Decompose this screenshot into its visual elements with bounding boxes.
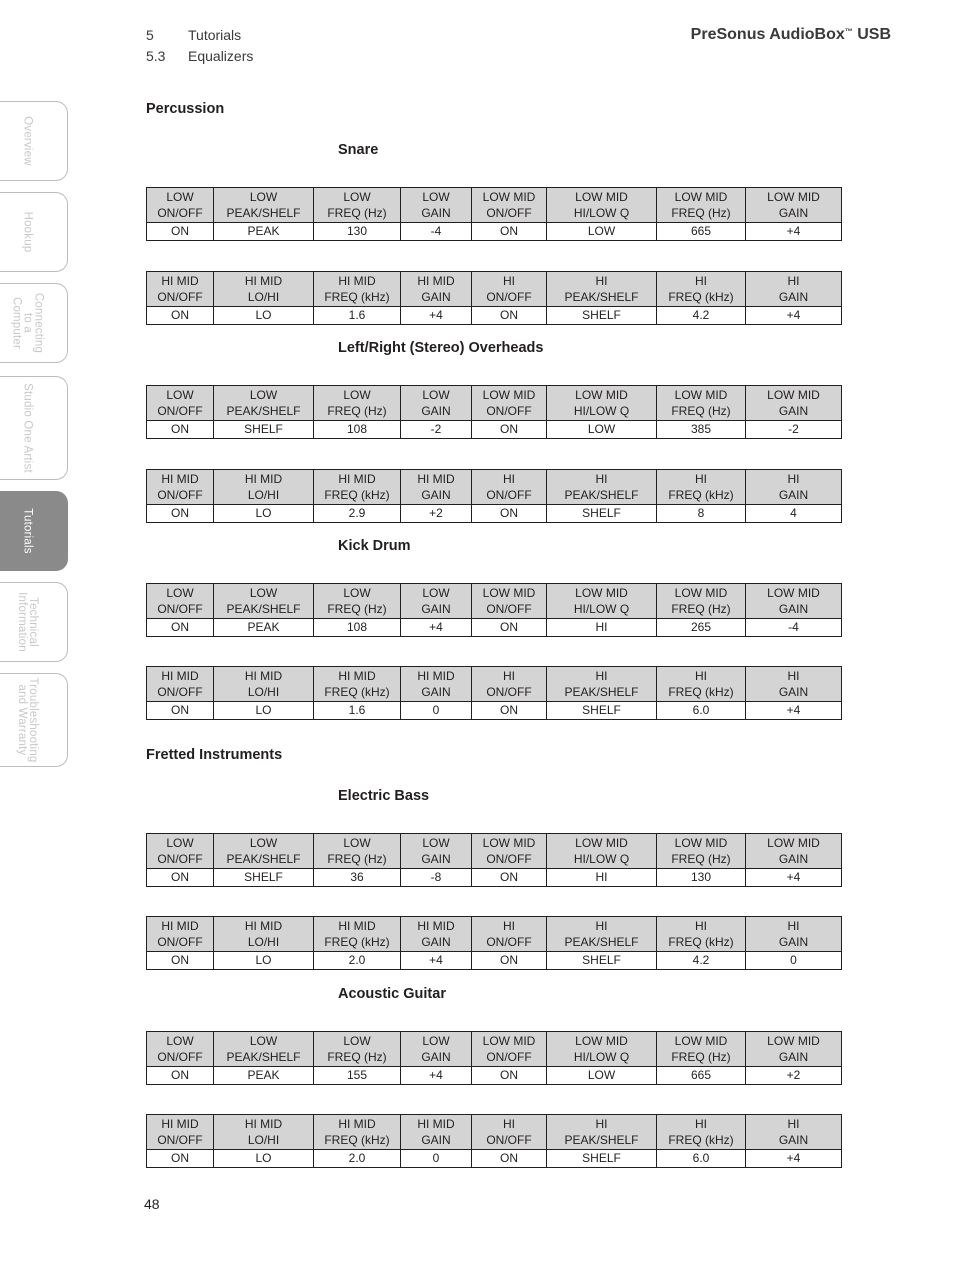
column-header: HI MID FREQ (kHz)	[314, 667, 401, 702]
table-cell: -2	[401, 421, 472, 439]
eq-table-low	[146, 583, 842, 637]
column-header: HI ON/OFF	[472, 1115, 547, 1150]
column-header: LOW MID GAIN	[746, 386, 842, 421]
tab-label: Overview	[21, 116, 33, 166]
table-row	[147, 869, 842, 887]
chapter-title: Tutorials	[188, 27, 242, 43]
table-cell: SHELF	[547, 307, 657, 325]
table-cell: ON	[472, 505, 547, 523]
table-cell: ON	[147, 505, 214, 523]
tab-connecting[interactable]	[0, 283, 68, 363]
table-cell: ON	[147, 307, 214, 325]
table-row	[147, 307, 842, 325]
column-header: LOW GAIN	[401, 834, 472, 869]
table-header-row	[147, 188, 842, 223]
table-cell: LO	[214, 505, 314, 523]
table-cell: +2	[401, 505, 472, 523]
table-cell: 0	[401, 702, 472, 720]
column-header: HI GAIN	[746, 272, 842, 307]
table-cell: LO	[214, 952, 314, 970]
table-cell: 0	[401, 1150, 472, 1168]
column-header: LOW FREQ (Hz)	[314, 1032, 401, 1067]
column-header: HI GAIN	[746, 470, 842, 505]
column-header: LOW MID HI/LOW Q	[547, 188, 657, 223]
column-header: HI MID ON/OFF	[147, 272, 214, 307]
table-cell: ON	[472, 952, 547, 970]
table-cell: PEAK	[214, 223, 314, 241]
column-header: HI MID LO/HI	[214, 1115, 314, 1150]
table-cell: 6.0	[657, 1150, 746, 1168]
table-header-row	[147, 386, 842, 421]
column-header: HI PEAK/SHELF	[547, 272, 657, 307]
column-header: LOW PEAK/SHELF	[214, 834, 314, 869]
table-row	[147, 1150, 842, 1168]
table-cell: ON	[472, 869, 547, 887]
table-cell: SHELF	[214, 421, 314, 439]
table-cell: 2.9	[314, 505, 401, 523]
column-header: HI MID FREQ (kHz)	[314, 272, 401, 307]
table-cell: SHELF	[547, 505, 657, 523]
table-row	[147, 421, 842, 439]
table-cell: +4	[746, 307, 842, 325]
column-header: HI MID LO/HI	[214, 470, 314, 505]
table-header-row	[147, 584, 842, 619]
column-header: HI MID FREQ (kHz)	[314, 470, 401, 505]
table-cell: -4	[746, 619, 842, 637]
table-cell: 4.2	[657, 952, 746, 970]
table-cell: 108	[314, 421, 401, 439]
column-header: LOW ON/OFF	[147, 1032, 214, 1067]
table-cell: HI	[547, 619, 657, 637]
column-header: HI MID GAIN	[401, 470, 472, 505]
table-cell: ON	[472, 223, 547, 241]
table-row	[147, 505, 842, 523]
table-cell: ON	[147, 619, 214, 637]
tab-studio-one-artist[interactable]	[0, 376, 68, 480]
table-cell: ON	[147, 1150, 214, 1168]
table-header-row	[147, 834, 842, 869]
column-header: HI FREQ (kHz)	[657, 917, 746, 952]
table-cell: ON	[472, 307, 547, 325]
table-cell: +4	[746, 1150, 842, 1168]
table-cell: 130	[657, 869, 746, 887]
table-cell: 0	[746, 952, 842, 970]
column-header: LOW ON/OFF	[147, 584, 214, 619]
table-cell: 130	[314, 223, 401, 241]
page-number: 48	[144, 1196, 160, 1212]
column-header: HI ON/OFF	[472, 667, 547, 702]
table-row	[147, 619, 842, 637]
section-number: 5.3	[146, 48, 166, 64]
eq-table-low	[146, 833, 842, 887]
table-cell: ON	[147, 869, 214, 887]
column-header: HI GAIN	[746, 1115, 842, 1150]
table-row	[147, 952, 842, 970]
column-header: HI MID GAIN	[401, 272, 472, 307]
column-header: LOW PEAK/SHELF	[214, 386, 314, 421]
column-header: LOW MID GAIN	[746, 834, 842, 869]
column-header: HI FREQ (kHz)	[657, 667, 746, 702]
table-cell: +4	[401, 952, 472, 970]
table-header-row	[147, 272, 842, 307]
table-cell: 1.6	[314, 702, 401, 720]
eq-table-low	[146, 187, 842, 241]
column-header: LOW MID HI/LOW Q	[547, 584, 657, 619]
column-header: LOW FREQ (Hz)	[314, 584, 401, 619]
table-cell: 8	[657, 505, 746, 523]
table-cell: ON	[472, 1067, 547, 1085]
section-heading-percussion: Percussion	[146, 101, 225, 117]
column-header: HI PEAK/SHELF	[547, 470, 657, 505]
column-header: HI MID FREQ (kHz)	[314, 917, 401, 952]
tab-overview[interactable]	[0, 101, 68, 181]
column-header: LOW GAIN	[401, 1032, 472, 1067]
column-header: LOW MID HI/LOW Q	[547, 834, 657, 869]
table-cell: ON	[472, 619, 547, 637]
chapter-number: 5	[146, 27, 154, 43]
table-header-row	[147, 917, 842, 952]
table-cell: +4	[746, 223, 842, 241]
table-cell: ON	[147, 702, 214, 720]
table-cell: ON	[472, 421, 547, 439]
column-header: HI GAIN	[746, 917, 842, 952]
table-cell: 665	[657, 1067, 746, 1085]
eq-table-low	[146, 1031, 842, 1085]
table-cell: LO	[214, 1150, 314, 1168]
table-cell: -8	[401, 869, 472, 887]
column-header: HI ON/OFF	[472, 272, 547, 307]
column-header: LOW MID FREQ (Hz)	[657, 834, 746, 869]
table-cell: LO	[214, 307, 314, 325]
table-cell: -4	[401, 223, 472, 241]
column-header: LOW PEAK/SHELF	[214, 1032, 314, 1067]
column-header: HI ON/OFF	[472, 470, 547, 505]
tab-label: Tutorials	[21, 508, 33, 554]
column-header: LOW ON/OFF	[147, 834, 214, 869]
column-header: HI FREQ (kHz)	[657, 470, 746, 505]
column-header: LOW PEAK/SHELF	[214, 188, 314, 223]
brand-suffix: USB	[852, 26, 891, 43]
table-cell: SHELF	[547, 1150, 657, 1168]
tab-label: Hookup	[21, 211, 33, 253]
column-header: LOW GAIN	[401, 188, 472, 223]
tab-hookup[interactable]	[0, 192, 68, 272]
column-header: LOW MID ON/OFF	[472, 386, 547, 421]
table-cell: 108	[314, 619, 401, 637]
column-header: LOW MID HI/LOW Q	[547, 386, 657, 421]
table-row	[147, 702, 842, 720]
column-header: HI MID ON/OFF	[147, 917, 214, 952]
column-header: HI FREQ (kHz)	[657, 1115, 746, 1150]
tab-label: Troubleshooting and Warranty	[15, 677, 39, 763]
column-header: LOW MID FREQ (Hz)	[657, 386, 746, 421]
section-title: Equalizers	[188, 48, 254, 64]
instrument-title: Snare	[338, 142, 379, 158]
table-cell: -2	[746, 421, 842, 439]
table-cell: 4	[746, 505, 842, 523]
column-header: LOW MID GAIN	[746, 584, 842, 619]
column-header: LOW MID GAIN	[746, 1032, 842, 1067]
tab-technical-information[interactable]	[0, 582, 68, 662]
table-cell: 36	[314, 869, 401, 887]
eq-table-hi	[146, 666, 842, 720]
column-header: HI PEAK/SHELF	[547, 667, 657, 702]
table-cell: ON	[147, 421, 214, 439]
column-header: HI PEAK/SHELF	[547, 1115, 657, 1150]
column-header: LOW MID HI/LOW Q	[547, 1032, 657, 1067]
table-cell: 2.0	[314, 1150, 401, 1168]
table-cell: 2.0	[314, 952, 401, 970]
table-cell: 4.2	[657, 307, 746, 325]
table-cell: PEAK	[214, 1067, 314, 1085]
table-cell: LOW	[547, 1067, 657, 1085]
table-cell: +4	[401, 1067, 472, 1085]
table-cell: ON	[147, 1067, 214, 1085]
table-cell: 665	[657, 223, 746, 241]
table-cell: ON	[472, 702, 547, 720]
table-header-row	[147, 470, 842, 505]
column-header: HI MID ON/OFF	[147, 1115, 214, 1150]
column-header: LOW ON/OFF	[147, 386, 214, 421]
brand-title	[691, 26, 891, 44]
table-cell: SHELF	[547, 702, 657, 720]
tab-label: Studio One Artist	[21, 383, 33, 473]
table-cell: +4	[746, 869, 842, 887]
table-cell: 6.0	[657, 702, 746, 720]
table-cell: 265	[657, 619, 746, 637]
column-header: HI MID ON/OFF	[147, 470, 214, 505]
table-header-row	[147, 667, 842, 702]
column-header: LOW FREQ (Hz)	[314, 386, 401, 421]
column-header: HI MID GAIN	[401, 917, 472, 952]
instrument-title: Acoustic Guitar	[338, 986, 446, 1002]
column-header: LOW FREQ (Hz)	[314, 834, 401, 869]
column-header: HI ON/OFF	[472, 917, 547, 952]
eq-table-hi	[146, 916, 842, 970]
table-cell: LO	[214, 702, 314, 720]
table-cell: ON	[472, 1150, 547, 1168]
tab-troubleshooting[interactable]	[0, 673, 68, 767]
table-cell: LOW	[547, 223, 657, 241]
instrument-title: Left/Right (Stereo) Overheads	[338, 340, 544, 356]
table-cell: SHELF	[214, 869, 314, 887]
column-header: HI PEAK/SHELF	[547, 917, 657, 952]
column-header: LOW MID ON/OFF	[472, 188, 547, 223]
eq-table-hi	[146, 1114, 842, 1168]
column-header: HI MID LO/HI	[214, 667, 314, 702]
section-heading-fretted: Fretted Instruments	[146, 747, 283, 763]
table-cell: 155	[314, 1067, 401, 1085]
table-row	[147, 223, 842, 241]
eq-table-hi	[146, 469, 842, 523]
table-cell: +4	[401, 307, 472, 325]
table-row	[147, 1067, 842, 1085]
instrument-title: Kick Drum	[338, 538, 411, 554]
table-cell: +4	[746, 702, 842, 720]
column-header: HI MID LO/HI	[214, 272, 314, 307]
column-header: LOW MID FREQ (Hz)	[657, 188, 746, 223]
table-cell: LOW	[547, 421, 657, 439]
eq-table-hi	[146, 271, 842, 325]
column-header: LOW GAIN	[401, 386, 472, 421]
table-header-row	[147, 1032, 842, 1067]
brand-name: PreSonus AudioBox	[690, 26, 845, 43]
brand-trademark: ™	[844, 27, 853, 36]
column-header: HI GAIN	[746, 667, 842, 702]
column-header: LOW FREQ (Hz)	[314, 188, 401, 223]
table-cell: +2	[746, 1067, 842, 1085]
column-header: HI MID LO/HI	[214, 917, 314, 952]
column-header: HI MID GAIN	[401, 667, 472, 702]
table-cell: 385	[657, 421, 746, 439]
column-header: LOW GAIN	[401, 584, 472, 619]
table-cell: PEAK	[214, 619, 314, 637]
column-header: HI MID ON/OFF	[147, 667, 214, 702]
column-header: LOW MID GAIN	[746, 188, 842, 223]
table-header-row	[147, 1115, 842, 1150]
column-header: LOW MID ON/OFF	[472, 834, 547, 869]
table-cell: HI	[547, 869, 657, 887]
eq-table-low	[146, 385, 842, 439]
column-header: HI MID GAIN	[401, 1115, 472, 1150]
tab-label: Technical Information	[15, 592, 39, 652]
tab-label: Connecting to a Computer	[10, 292, 44, 354]
table-cell: ON	[147, 223, 214, 241]
column-header: LOW PEAK/SHELF	[214, 584, 314, 619]
instrument-title: Electric Bass	[338, 788, 430, 804]
column-header: LOW ON/OFF	[147, 188, 214, 223]
table-cell: 1.6	[314, 307, 401, 325]
column-header: LOW MID ON/OFF	[472, 584, 547, 619]
column-header: LOW MID FREQ (Hz)	[657, 1032, 746, 1067]
table-cell: +4	[401, 619, 472, 637]
table-cell: ON	[147, 952, 214, 970]
table-cell: SHELF	[547, 952, 657, 970]
tab-tutorials[interactable]	[0, 491, 68, 571]
column-header: LOW MID ON/OFF	[472, 1032, 547, 1067]
column-header: HI FREQ (kHz)	[657, 272, 746, 307]
column-header: LOW MID FREQ (Hz)	[657, 584, 746, 619]
column-header: HI MID FREQ (kHz)	[314, 1115, 401, 1150]
